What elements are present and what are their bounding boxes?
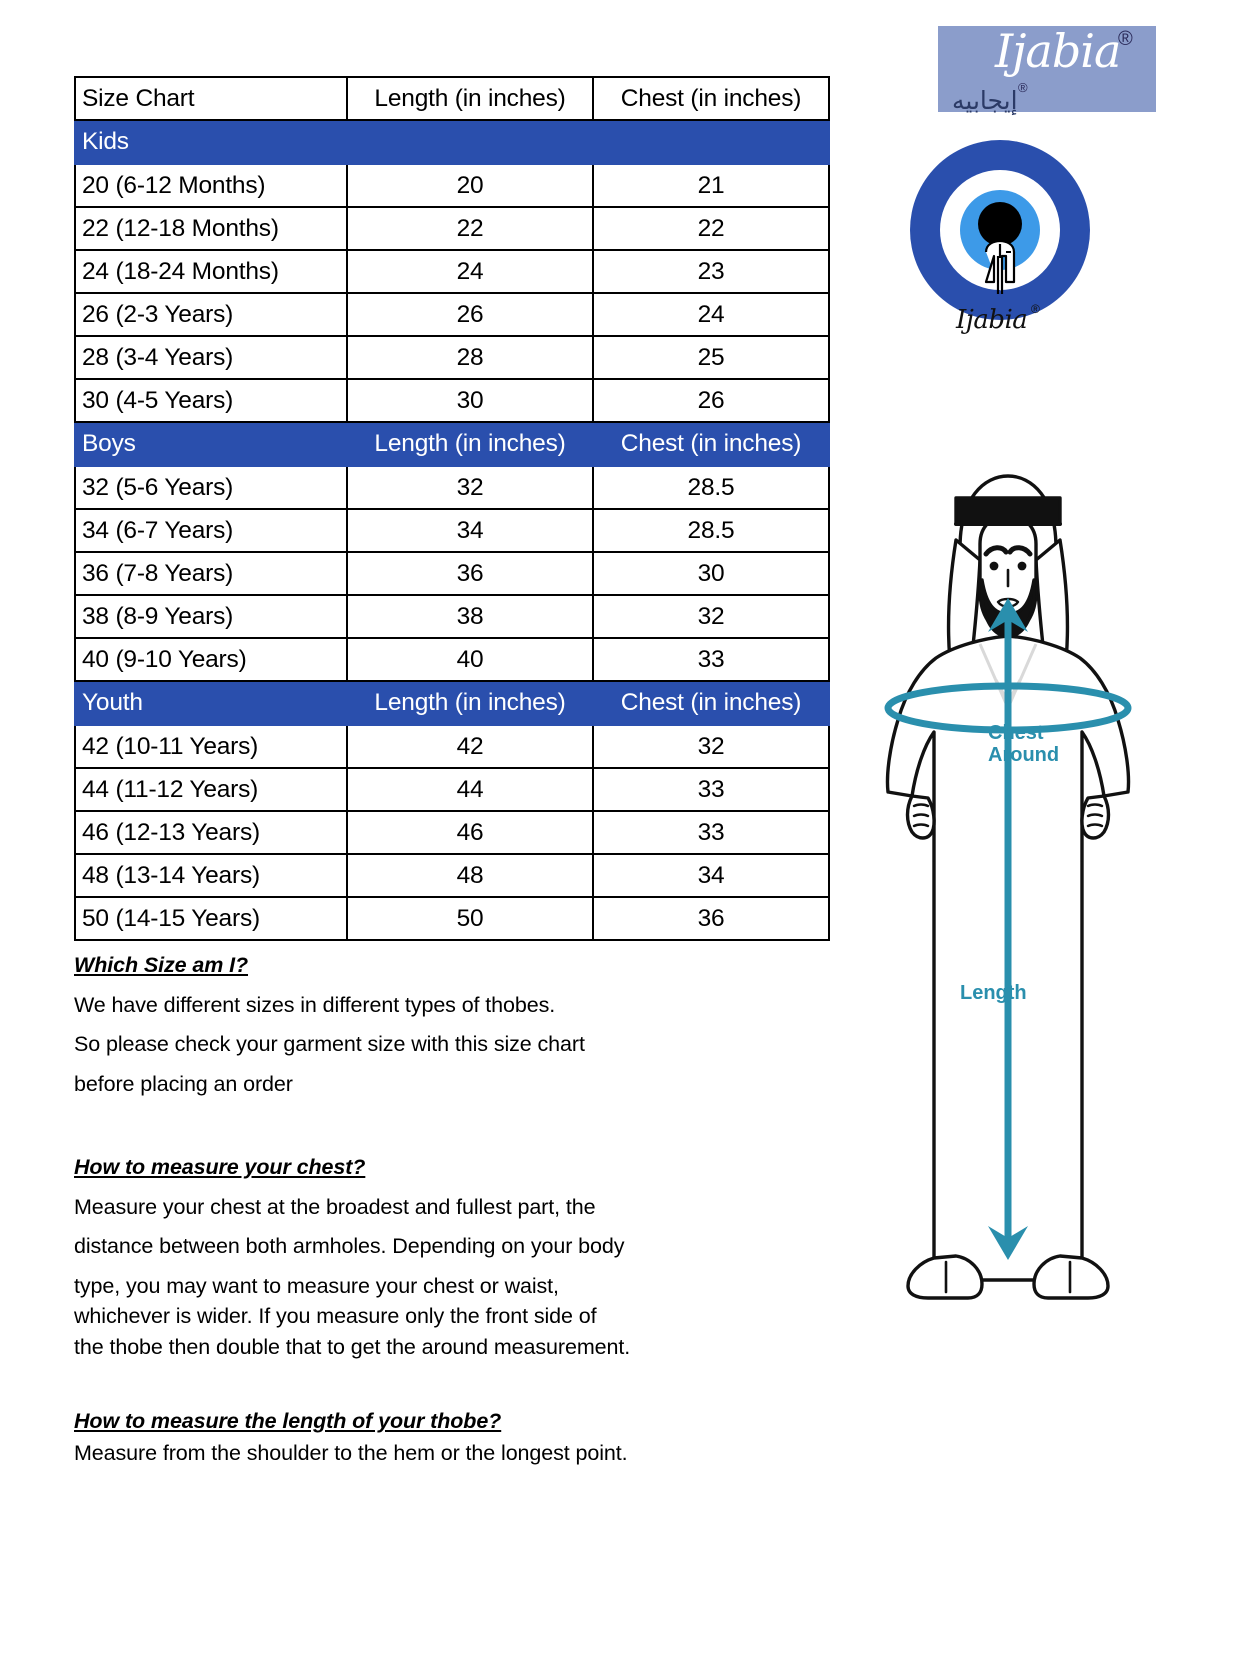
section-header-kids (75, 120, 829, 164)
table-body (75, 77, 829, 940)
column-header-chest: Chest (in inches) (593, 77, 829, 120)
cell-chest: 24 (593, 293, 829, 336)
brand-wordmark-arabic: إيجابيه (952, 86, 1018, 115)
cell-length: 42 (347, 725, 593, 768)
cell-size: 36 (7-8 Years) (75, 552, 347, 595)
registered-trademark-icon: ® (1118, 28, 1133, 50)
faq-text-line: the thobe then double that to get the around measurement. (74, 1334, 631, 1359)
cell-size: 42 (10-11 Years) (75, 725, 347, 768)
cell-length: 48 (347, 854, 593, 897)
cell-chest: 30 (593, 552, 829, 595)
cell-chest: 26 (593, 379, 829, 422)
table-row (75, 638, 829, 681)
faq-text-line: We have different sizes in different types of thobes. (74, 992, 556, 1017)
cell-size: 34 (6-7 Years) (75, 509, 347, 552)
table-row (75, 293, 829, 336)
table-row (75, 250, 829, 293)
cell-size: 24 (18-24 Months) (75, 250, 347, 293)
cell-length: 26 (347, 293, 593, 336)
thobe-illustration-svg (828, 440, 1188, 1320)
section-length-boys: Length (in inches) (347, 422, 593, 466)
cell-chest: 34 (593, 854, 829, 897)
cell-chest: 28.5 (593, 509, 829, 552)
table-row (75, 336, 829, 379)
faq-section (74, 955, 754, 1482)
section-chest-kids (593, 120, 829, 164)
logo-wordmark: Ijabia (956, 305, 1028, 335)
registered-trademark-icon: ® (1031, 302, 1040, 316)
section-label-boys: Boys (75, 422, 347, 466)
section-length-youth: Length (in inches) (347, 681, 593, 725)
table-row (75, 164, 829, 207)
section-label-youth: Youth (75, 681, 347, 725)
cell-length: 34 (347, 509, 593, 552)
table-row (75, 552, 829, 595)
table-row (75, 811, 829, 854)
cell-length: 30 (347, 379, 593, 422)
cell-length: 46 (347, 811, 593, 854)
faq-heading-length: How to measure the length of your thobe? (74, 1409, 502, 1433)
thobe-measurement-illustration (828, 440, 1188, 1320)
cell-length: 24 (347, 250, 593, 293)
size-chart-table (74, 76, 830, 941)
faq-heading-chest: How to measure your chest? (74, 1155, 366, 1179)
faq-heading-which-size: Which Size am I? (74, 953, 249, 977)
cell-size: 44 (11-12 Years) (75, 768, 347, 811)
cell-length: 20 (347, 164, 593, 207)
cell-chest: 33 (593, 638, 829, 681)
brand-wordmark: Ijabia (995, 24, 1121, 78)
cell-size: 32 (5-6 Years) (75, 466, 347, 509)
cell-size: 48 (13-14 Years) (75, 854, 347, 897)
cell-chest: 32 (593, 725, 829, 768)
section-chest-boys: Chest (in inches) (593, 422, 829, 466)
column-header-length: Length (in inches) (347, 77, 593, 120)
spacer (74, 1367, 754, 1411)
table-row (75, 207, 829, 250)
faq-text-line: Measure your chest at the broadest and fullest part, the (74, 1194, 596, 1219)
section-header-youth (75, 681, 829, 725)
faq-text-line: before placing an order (74, 1071, 293, 1096)
cell-length: 40 (347, 638, 593, 681)
cell-size: 20 (6-12 Months) (75, 164, 347, 207)
section-chest-youth: Chest (in inches) (593, 681, 829, 725)
registered-trademark-icon: ® (1018, 80, 1028, 95)
faq-text-line: Measure from the shoulder to the hem or the longest point. (74, 1440, 628, 1465)
cell-size: 26 (2-3 Years) (75, 293, 347, 336)
cell-length: 50 (347, 897, 593, 940)
thobe-figure-icon (972, 238, 1028, 296)
table-row (75, 466, 829, 509)
section-header-boys (75, 422, 829, 466)
faq-text-line: type, you may want to measure your chest or waist, (74, 1273, 559, 1298)
cell-size: 30 (4-5 Years) (75, 379, 347, 422)
cell-size: 40 (9-10 Years) (75, 638, 347, 681)
section-length-kids (347, 120, 593, 164)
cell-chest: 25 (593, 336, 829, 379)
cell-chest: 28.5 (593, 466, 829, 509)
cell-size: 38 (8-9 Years) (75, 595, 347, 638)
column-header-size: Size Chart (75, 77, 347, 120)
length-measure-label: Length (960, 982, 1027, 1004)
cell-chest: 32 (593, 595, 829, 638)
cell-length: 38 (347, 595, 593, 638)
spacer (74, 1113, 754, 1157)
chest-label-line1: Chest (988, 722, 1044, 744)
cell-size: 22 (12-18 Months) (75, 207, 347, 250)
table-header-row (75, 77, 829, 120)
cell-length: 22 (347, 207, 593, 250)
cell-chest: 33 (593, 811, 829, 854)
table-row (75, 768, 829, 811)
evil-eye-logo-icon (910, 140, 1090, 320)
chest-label-line2: Around (988, 744, 1060, 767)
cell-size: 28 (3-4 Years) (75, 336, 347, 379)
table-row (75, 509, 829, 552)
cell-length: 28 (347, 336, 593, 379)
faq-text-line: whichever is wider. If you measure only the front side of (74, 1304, 597, 1328)
chest-measure-label (988, 722, 1059, 767)
table-row (75, 595, 829, 638)
cell-chest: 33 (593, 768, 829, 811)
cell-chest: 23 (593, 250, 829, 293)
size-chart-container (74, 76, 802, 941)
cell-chest: 36 (593, 897, 829, 940)
cell-length: 32 (347, 466, 593, 509)
faq-text-line: distance between both armholes. Depending on your body (74, 1234, 625, 1258)
table-row (75, 725, 829, 768)
section-label-kids: Kids (75, 120, 347, 164)
table-row (75, 854, 829, 897)
table-row (75, 897, 829, 940)
cell-chest: 21 (593, 164, 829, 207)
cell-size: 46 (12-13 Years) (75, 811, 347, 854)
cell-size: 50 (14-15 Years) (75, 897, 347, 940)
cell-chest: 22 (593, 207, 829, 250)
cell-length: 36 (347, 552, 593, 595)
cell-length: 44 (347, 768, 593, 811)
faq-text-line: So please check your garment size with this size chart (74, 1032, 585, 1056)
table-row (75, 379, 829, 422)
